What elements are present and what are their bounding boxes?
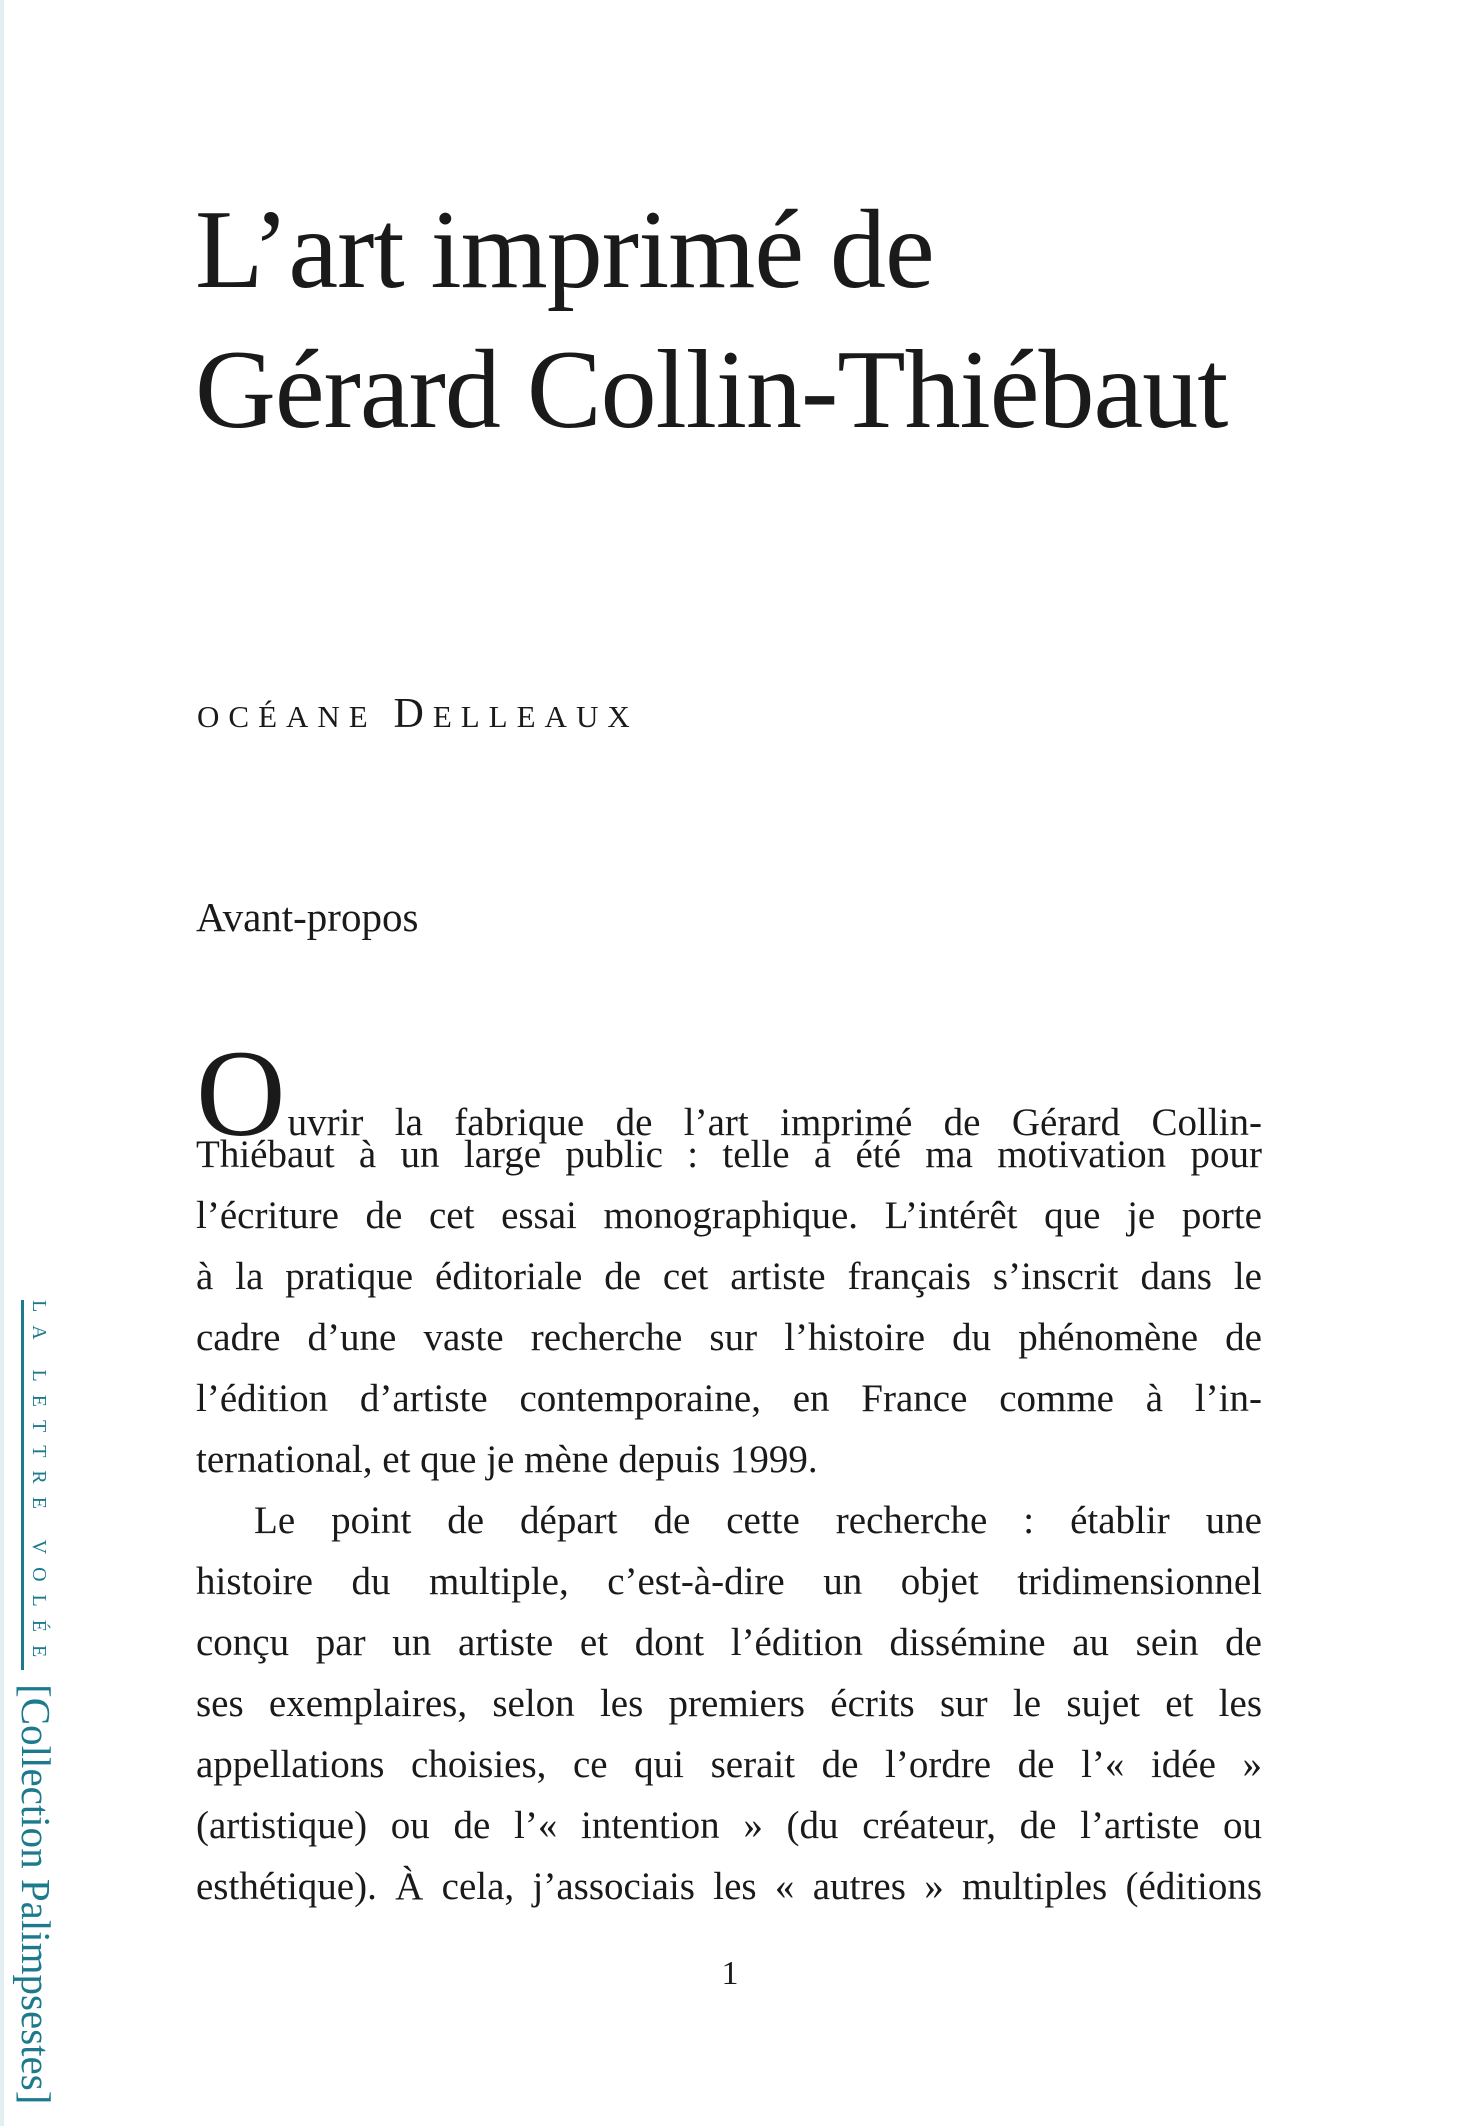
page-number: 1 — [721, 1955, 739, 1992]
author-first-name: OCÉANE — [197, 699, 377, 734]
author-last-initial: D — [393, 691, 433, 737]
body-line: ternational, et que je mène depuis 1999. — [196, 1438, 818, 1481]
collection-name: [Collection Palimpsestes] — [13, 1684, 59, 2105]
body-line: l’écriture de cet essai monographique. L’intérêt que je porte — [196, 1194, 1262, 1237]
drop-cap: O — [196, 1025, 286, 1162]
title-line-1: L’art imprimé de — [195, 188, 934, 312]
section-heading: Avant-propos — [196, 894, 419, 940]
author-last-rest: ELLEAUX — [432, 699, 639, 734]
body-line: cadre d’une vaste recherche sur l’histoire du phénomène de — [196, 1316, 1262, 1359]
book-title — [195, 180, 1227, 460]
body-line: l’édition d’artiste contemporaine, en France comme à l’in- — [196, 1377, 1262, 1420]
body-text — [196, 1025, 1262, 1917]
author-name — [197, 690, 639, 738]
body-line: Ouvrir la fabrique de l’art imprimé de Gérard Collin- — [196, 1025, 1262, 1162]
page-edge — [0, 0, 4, 2126]
body-line: conçu par un artiste et dont l’édition dissémine au sein de — [196, 1621, 1262, 1664]
body-line: histoire du multiple, c’est-à-dire un objet tridimensionnel — [196, 1560, 1262, 1603]
body-line: à la pratique éditoriale de cet artiste français s’inscrit dans le — [196, 1255, 1262, 1298]
title-line-2: Gérard Collin-Thiébaut — [195, 328, 1228, 452]
spine-label — [12, 1300, 60, 2104]
body-line: Thiébaut à un large public : telle a été ma motivation pour — [196, 1133, 1262, 1176]
body-line: Le point de départ de cette recherche : établir une — [254, 1499, 1262, 1542]
body-line: appellations choisies, ce qui serait de l’ordre de l’« idée » — [196, 1743, 1262, 1786]
body-line: (artistique) ou de l’« intention » (du créateur, de l’artiste ou — [196, 1804, 1262, 1847]
body-line: esthétique). À cela, j’associais les « autres » multiples (éditions — [196, 1865, 1262, 1908]
series-name: LA LETTRE VOLÉE — [22, 1300, 51, 1670]
body-line: ses exemplaires, selon les premiers écrits sur le sujet et les — [196, 1682, 1262, 1725]
